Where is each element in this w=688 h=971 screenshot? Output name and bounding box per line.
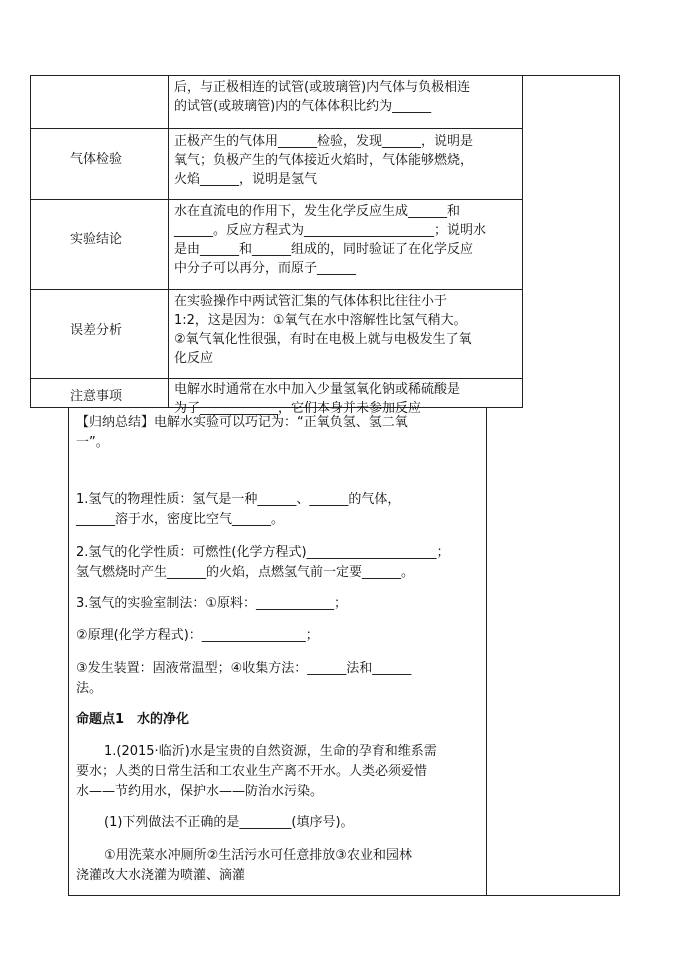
row2-line1: 水在直流电的作用下，发生化学反应生成______和 [174,204,461,219]
question-line2: 要水；人类的日常生活和工农业生产离不开水。人类必须爱惜 [76,764,428,779]
row1-line3: 火焰______，说明是氢气 [174,172,318,187]
table-row-1-content [174,132,519,189]
hydrogen-lab-line3: ③发生装置：固液常温型；④收集方法：______法和______ [76,661,412,676]
row4-line1: 电解水时通常在水中加入少量氢氧化钠或稀硫酸是 [174,382,461,397]
hydrogen-lab-1: 3.氢气的实验室制法：①原料：____________； [76,596,348,611]
row-divider-3 [30,289,523,290]
subquestion-1: (1)下列做法不正确的是________(填序号)。 [104,815,354,830]
summary [76,413,481,453]
right-side-border [619,75,620,895]
outer-left-border [30,75,31,407]
table-right-border [522,75,523,407]
lower-left-border [68,407,69,895]
bottom-border [68,895,620,896]
hydrogen-physical [76,490,481,530]
hydrogen-chemical [76,543,481,583]
table-row-3-label: 误差分析 [70,323,123,338]
row1-line2: 氧气；负极产生的气体接近火焰时，气体能够燃烧， [174,153,474,168]
row3-line4: 化反应 [174,351,214,366]
question-1 [76,742,481,802]
options [76,846,481,886]
row2-line2: ______。反应方程式为____________________；说明水 [174,223,487,238]
row4-line2: 为了____________，它们本身并未参加反应 [174,401,422,416]
row2-line3: 是由______和______组成的，同时验证了在化学反应 [174,242,474,257]
row-divider-1 [30,128,523,129]
row3-line3: ②氧气氧化性很强，有时在电极上就与电极发生了氧 [174,332,472,347]
table-row-2-label: 实验结论 [70,232,123,247]
hydrogen-chem-line2: 氢气燃烧时产生______的火焰，点燃氢气前一定要______。 [76,565,415,580]
row3-line2: 1:2，这是因为：①氧气在水中溶解性比氢气稍大。 [174,313,467,328]
table-row-2-content [174,202,519,278]
table-row-0-content [174,78,519,116]
row-divider-2 [30,199,523,200]
hydrogen-lab-3 [76,659,481,699]
row1-line1: 正极产生的气体用______检验，发现______，说明是 [174,134,474,149]
table-row-4-label: 注意事项 [70,389,123,404]
table-row-3-content [174,292,519,368]
question-line1: 1.(2015·临沂)水是宝贵的自然资源，生命的孕育和维系需 [104,744,437,759]
hydrogen-phys-line2: ______溶于水，密度比空气______。 [76,512,285,527]
col-divider [168,75,169,407]
top-border [30,75,620,76]
hydrogen-phys-line1: 1.氢气的物理性质：氢气是一种______、______的气体， [76,492,401,507]
options-line1: ①用洗菜水冲厕所②生活污水可任意排放③农业和园林 [104,848,412,863]
row-divider-4 [30,378,523,379]
row2-line4: 中分子可以再分，而原子______ [174,261,357,276]
row0-line1: 后，与正极相连的试管(或玻璃管)内气体与负极相连 [174,80,471,95]
table-row-1-label: 气体检验 [70,152,123,167]
topic-heading: 命题点1 水的净化 [76,712,190,727]
row0-line2: 的试管(或玻璃管)内的气体体积比约为______ [174,99,432,114]
hydrogen-lab-2: ②原理(化学方程式)：________________； [76,628,319,643]
row3-line1: 在实验操作中两试管汇集的气体体积比往往小于 [174,294,448,309]
inner-right-border [486,407,487,895]
hydrogen-chem-line1: 2.氢气的化学性质：可燃性(化学方程式)____________________； [76,545,450,560]
question-line3: 水——节约用水，保护水——防治水污染。 [76,784,324,799]
summary-line2: 一”。 [76,435,109,450]
options-line2: 浇灌改大水浇灌为喷灌、滴灌 [76,868,246,883]
hydrogen-lab-line4: 法。 [76,681,103,696]
summary-line1: 【归纳总结】电解水实验可以巧记为：“正氧负氢、氢二氧 [76,415,408,430]
